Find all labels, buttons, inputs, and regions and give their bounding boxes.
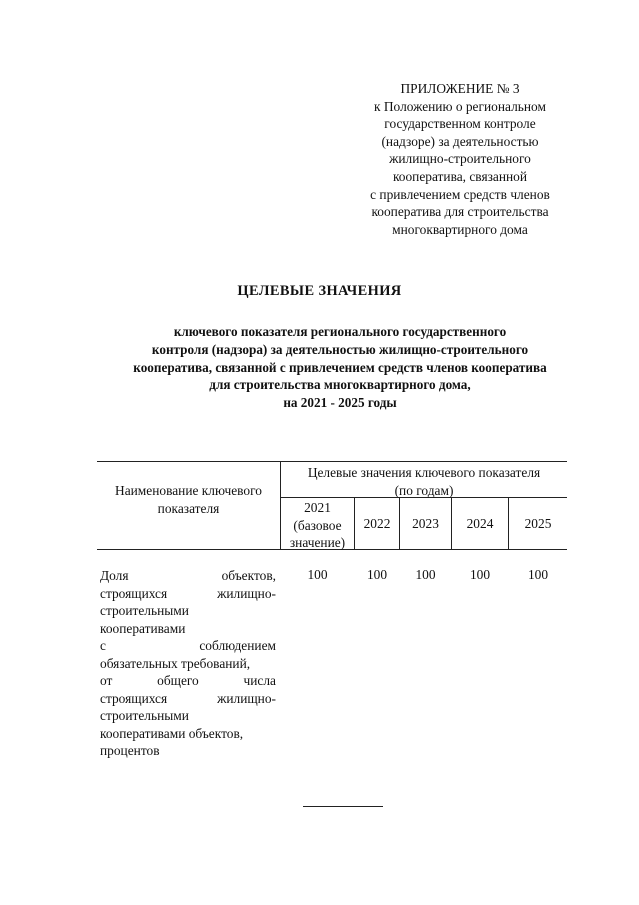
- appendix-line: (надзоре) за деятельностью: [381, 133, 539, 149]
- value-2023: 100: [415, 567, 436, 582]
- subtitle-line: на 2021 - 2025 годы: [283, 395, 397, 411]
- appendix-line: с привлечением средств членов: [370, 186, 550, 202]
- appendix-header: [340, 80, 580, 238]
- value-2021: 100: [307, 567, 328, 582]
- header-year-2021: [281, 499, 354, 552]
- subtitle-line: ключевого показателя регионального государственного: [173, 324, 507, 339]
- table-top-rule: [97, 461, 567, 462]
- subtitle-line: для строительства многоквартирного дома,: [209, 377, 471, 393]
- appendix-line: многоквартирного дома: [392, 221, 528, 237]
- desc-line: строящихся жилищно-: [100, 690, 276, 706]
- appendix-line: кооператива, связанной: [392, 168, 528, 184]
- appendix-line: жилищно-строительного: [389, 151, 531, 167]
- header-text: Наименование ключевого: [115, 483, 262, 498]
- header-text: 2022: [363, 516, 391, 531]
- table-row-description: [100, 567, 276, 760]
- subtitle-line: кооператива, связанной с привлечением средств членов кооператива: [133, 359, 547, 375]
- header-year-2023: [400, 515, 451, 533]
- header-text: 2024: [466, 516, 494, 531]
- header-target-values: [281, 464, 567, 499]
- header-text: 2023: [412, 516, 439, 531]
- appendix-line: к Положению о региональном: [374, 98, 546, 114]
- value-2022: 100: [366, 567, 388, 582]
- desc-line: строительными: [100, 708, 189, 723]
- subtitle-line: контроля (надзора) за деятельностью жилищно-строительного: [151, 341, 529, 357]
- header-text: показателя: [157, 500, 220, 516]
- header-text: 2025: [524, 516, 552, 531]
- document-title: ЦЕЛЕВЫЕ ЗНАЧЕНИЯ: [237, 283, 402, 299]
- appendix-line: кооператива для строительства: [371, 204, 549, 220]
- header-year-2024: [452, 515, 508, 533]
- desc-line: с соблюдением: [100, 638, 276, 653]
- desc-line: Доля объектов,: [100, 568, 276, 583]
- header-year-2025: [509, 515, 567, 533]
- header-text: 2021: [304, 500, 331, 515]
- header-text: (базовое: [293, 517, 342, 533]
- desc-line: кооперативами: [100, 620, 186, 636]
- desc-line: строящихся жилищно-: [100, 585, 276, 601]
- closing-line: [303, 806, 383, 807]
- appendix-line: государственном контроле: [384, 116, 536, 132]
- header-indicator-name: [97, 482, 280, 517]
- value-2025: 100: [527, 567, 549, 582]
- desc-line: обязательных требований,: [100, 655, 251, 671]
- desc-line: строительными: [100, 603, 189, 618]
- desc-line: от общего числа: [100, 673, 276, 688]
- header-text: Целевые значения ключевого показателя: [307, 465, 541, 480]
- header-text: значение): [289, 535, 346, 550]
- document-subtitle: [90, 323, 590, 412]
- header-text: (по годам): [394, 482, 454, 498]
- header-year-2022: [355, 515, 399, 533]
- desc-line: кооперативами объектов,: [100, 725, 244, 741]
- value-2024: 100: [469, 567, 491, 582]
- appendix-line: ПРИЛОЖЕНИЕ № 3: [400, 81, 520, 96]
- desc-line: процентов: [100, 743, 160, 758]
